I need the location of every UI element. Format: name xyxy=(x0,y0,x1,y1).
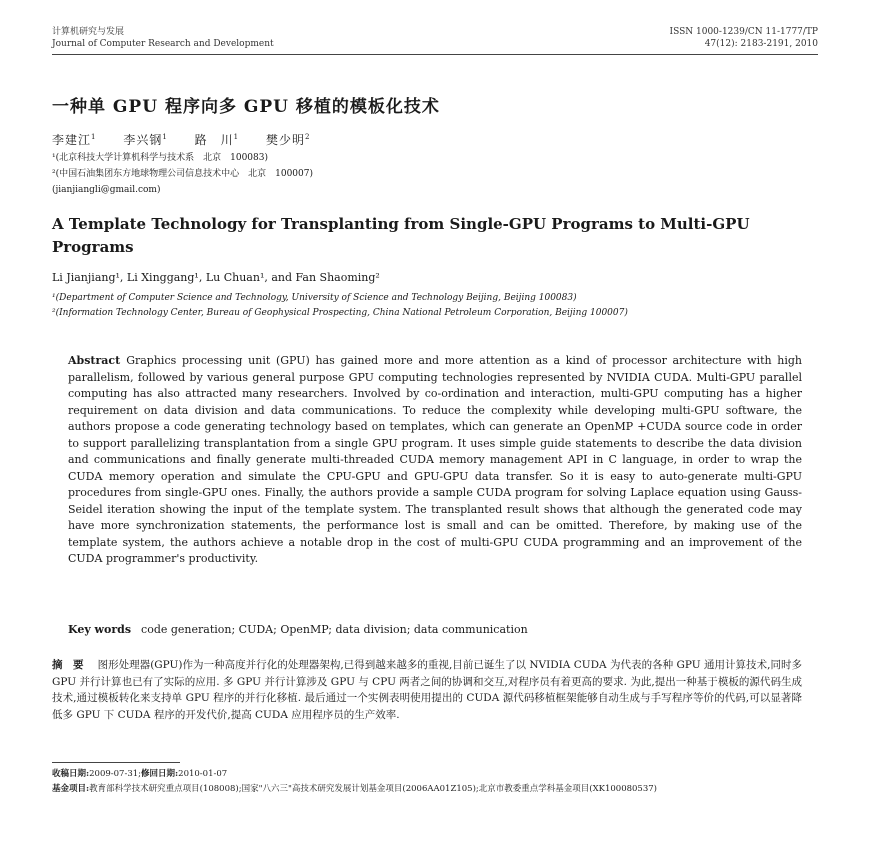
cn-affiliation-1: ¹(北京科技大学计算机科学与技术系 北京 100083) xyxy=(52,153,268,163)
revised-date: 2010-01-07 xyxy=(178,769,228,779)
revised-label: 修回日期: xyxy=(141,769,179,779)
journal-name-cn: 计算机研究与发展 xyxy=(52,27,125,37)
chinese-abstract xyxy=(52,657,802,723)
en-affiliation-1: ¹(Department of Computer Science and Technology, University of Science and Technology Beijing, Beijing 100083) xyxy=(52,293,577,303)
cn-author-2: 李兴钢 xyxy=(123,133,163,147)
author-email: (jianjiangli@gmail.com) xyxy=(52,185,161,195)
volume-text: 47(12): 2183-2191, 2010 xyxy=(704,39,818,49)
cn-affiliation-2: ²(中国石油集团东方地球物理公司信息技术中心 北京 100007) xyxy=(52,169,313,179)
cn-author-1-sup: 1 xyxy=(91,133,97,141)
received-date: 2009-07-31; xyxy=(89,769,142,779)
footnote-dates xyxy=(52,768,822,781)
cn-author-3-sup: 1 xyxy=(233,133,240,141)
journal-name-en: Journal of Computer Research and Development xyxy=(52,39,274,49)
cn-abstract-label: 摘 要 xyxy=(52,659,84,671)
cn-author-2-sup: 1 xyxy=(162,133,168,141)
abstract-text: Graphics processing unit (GPU) has gained more and more attention as a kind of processor architecture with high parallelism, followed by various general purpose GPU computing technologies represented by NVIDIA CUDA. Multi-GPU parallel computing has also attracted many researchers. Involved by co-ordination and interaction, multi-GPU computing has a higher requirement on data division and data communications. To reduce the complexity while developing multi-GPU software, the authors propose a code generating technology based on templates, which can generate an OpenMP +CUDA source code in order to support parallelizing transplantation from a single GPU program. It uses simple guide statements to describe the data division and communications and finally generate multi-threaded CUDA memory management API in C language, in order to wrap the CUDA memory operation and simulate the CPU-GPU and GPU-GPU data transfer. So it is easy to auto-generate multi-GPU procedures from single-GPU ones. Finally, the authors provide a sample CUDA program for solving Laplace equation using Gauss-Seidel iteration showing the input of the template system. The transplanted result shows that although the generated code may have more synchronization statements, the performance lost is small and can be omitted. Therefore, by making use of the template system, the authors achieve a notable drop in the cost of multi-GPU CUDA programming and an improvement of the CUDA programmer's productivity. xyxy=(68,354,802,565)
cn-author-1: 李建江 xyxy=(52,133,92,147)
cn-author-3: 路 川 xyxy=(194,133,234,147)
cn-abstract-text: 图形处理器(GPU)作为一种高度并行化的处理器架构,已得到越来越多的重视,目前已诞生了以 NVIDIA CUDA 为代表的各种 GPU 通用计算技术,同时多 GPU 并行计算也已有了实际的应用. 多 GPU 并行计算涉及 GPU 与 CPU 两者之间的协调和交互,对程序员有着更高的要求. 为此,提出一种基于模板的源代码生成技术,通过模板转化来支持单 GPU 程序的并行化移植. 最后通过一个实例表明使用提出的 CUDA 源代码移植框架能够自动生成与手写程序等价的代码,可以显著降低多 GPU 下 CUDA 程序的开发代价,提高 CUDA 应用程序员的生产效率. xyxy=(52,659,803,721)
received-label: 收稿日期: xyxy=(52,769,90,779)
english-authors: Li Jianjiang¹, Li Xinggang¹, Lu Chuan¹, and Fan Shaoming² xyxy=(52,271,380,284)
chinese-title: 一种单 GPU 程序向多 GPU 移植的模板化技术 xyxy=(52,97,440,117)
english-title: A Template Technology for Transplanting from Single-GPU Programs to Multi-GPU Programs xyxy=(52,215,750,256)
keywords xyxy=(68,623,802,636)
journal-issn xyxy=(670,26,818,50)
cn-author-4: 樊少明 xyxy=(265,133,305,147)
abstract-label: Abstract xyxy=(68,354,121,367)
en-affiliation-2: ²(Information Technology Center, Bureau of Geophysical Prospecting, China National Petroleum Corporation, Beijing 100007) xyxy=(52,308,628,318)
cn-author-4-sup: 2 xyxy=(304,133,311,141)
journal-header xyxy=(52,26,818,55)
fund-text: 教育部科学技术研究重点项目(108008);国家"八六三"高技术研究发展计划基金项目(2006AA01Z105);北京市教委重点学科基金项目(XK100080537) xyxy=(89,784,657,794)
english-abstract xyxy=(68,353,802,568)
keywords-label: Key words xyxy=(68,623,132,636)
fund-label: 基金项目: xyxy=(52,784,90,794)
footnote-divider xyxy=(52,762,180,763)
journal-name xyxy=(52,26,274,50)
keywords-text: code generation; CUDA; OpenMP; data division; data communication xyxy=(141,623,528,636)
issn-text: ISSN 1000-1239/CN 11-1777/TP xyxy=(669,27,818,37)
chinese-authors xyxy=(52,131,310,148)
footnote-fund xyxy=(52,783,822,796)
